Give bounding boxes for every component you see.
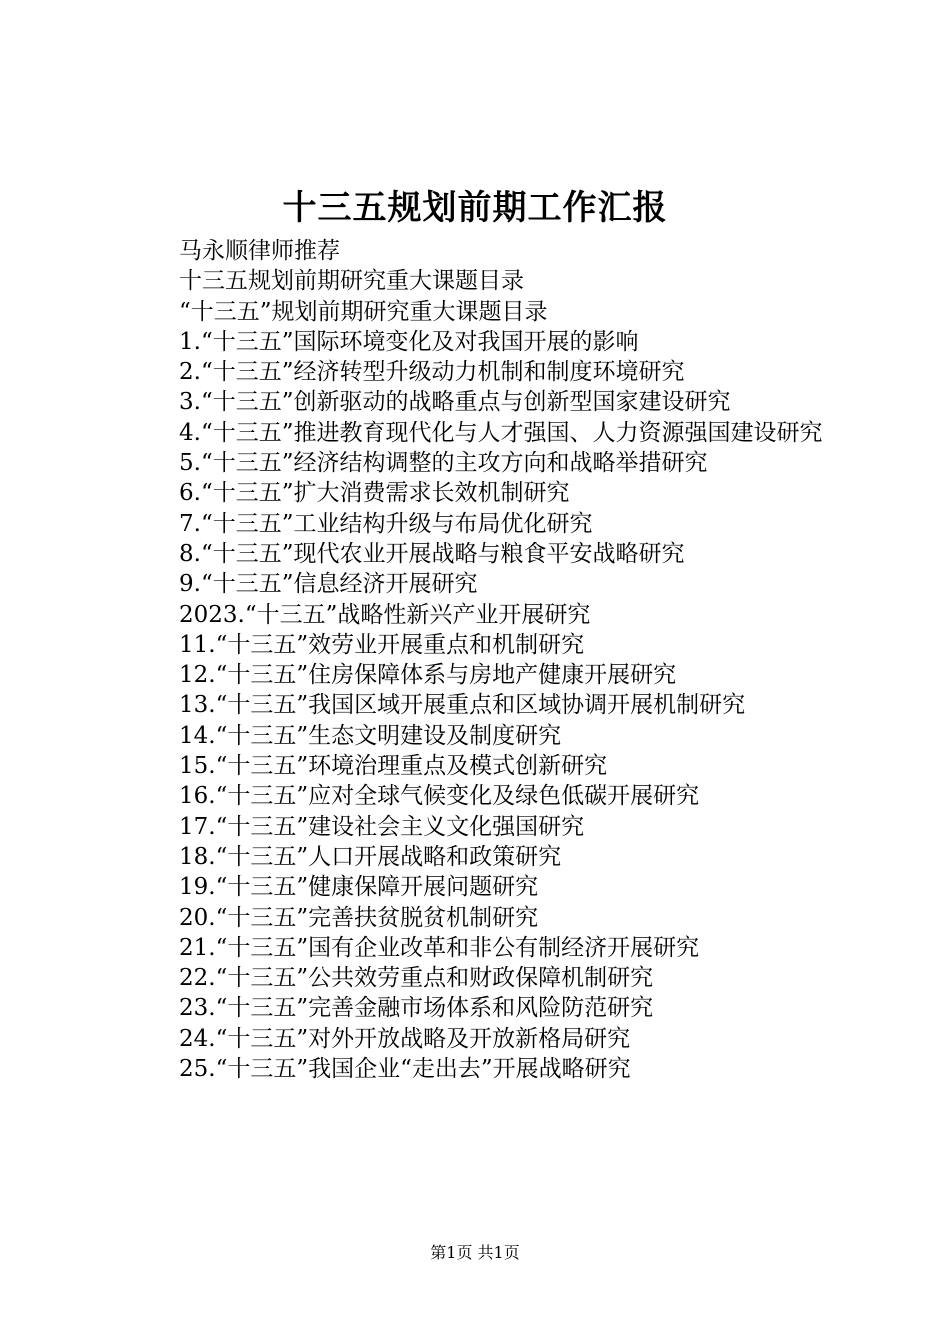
- list-item: 18.“十三五”人口开展战略和政策研究: [179, 843, 562, 870]
- list-item: 1.“十三五”国际环境变化及对我国开展的影响: [179, 328, 639, 355]
- list-item: 15.“十三五”环境治理重点及模式创新研究: [179, 753, 608, 780]
- list-item: 22.“十三五”公共效劳重点和财政保障机制研究: [179, 965, 654, 992]
- list-item: 25.“十三五”我国企业“走出去”开展战略研究: [179, 1056, 631, 1083]
- document-title: 十三五规划前期工作汇报: [282, 188, 668, 228]
- paragraph-author: 马永顺律师推荐: [179, 238, 340, 264]
- list-item: 14.“十三五”生态文明建设及制度研究: [179, 722, 562, 749]
- paragraph-subheading: “十三五”规划前期研究重大课题目录: [179, 298, 548, 325]
- list-item: 24.“十三五”对外开放战略及开放新格局研究: [179, 1025, 631, 1052]
- paragraph-heading: 十三五规划前期研究重大课题目录: [179, 268, 524, 295]
- list-item: 8.“十三五”现代农业开展战略与粮食平安战略研究: [179, 540, 685, 567]
- document-body: [129, 236, 839, 1084]
- page-footer: 第1页 共1页: [430, 1243, 520, 1262]
- list-item: 2023.“十三五”战略性新兴产业开展研究: [179, 601, 591, 628]
- list-item: 4.“十三五”推进教育现代化与人才强国、人力资源强国建设研究: [179, 419, 823, 446]
- list-item: 5.“十三五”经济结构调整的主攻方向和战略举措研究: [179, 450, 708, 477]
- list-item: 21.“十三五”国有企业改革和非公有制经济开展研究: [179, 934, 700, 961]
- list-item: 23.“十三五”完善金融市场体系和风险防范研究: [179, 995, 654, 1022]
- list-item: 16.“十三五”应对全球气候变化及绿色低碳开展研究: [179, 783, 700, 810]
- list-item: 6.“十三五”扩大消费需求长效机制研究: [179, 480, 570, 507]
- list-item: 19.“十三五”健康保障开展问题研究: [179, 874, 539, 901]
- list-item: 17.“十三五”建设社会主义文化强国研究: [179, 813, 585, 840]
- list-item: 11.“十三五”效劳业开展重点和机制研究: [179, 631, 585, 658]
- list-item: 3.“十三五”创新驱动的战略重点与创新型国家建设研究: [179, 389, 731, 416]
- list-item: 2.“十三五”经济转型升级动力机制和制度环境研究: [179, 359, 685, 386]
- list-item: 20.“十三五”完善扶贫脱贫机制研究: [179, 904, 539, 931]
- list-item: 12.“十三五”住房保障体系与房地产健康开展研究: [179, 662, 677, 689]
- list-item: 7.“十三五”工业结构升级与布局优化研究: [179, 510, 593, 537]
- list-item: 9.“十三五”信息经济开展研究: [179, 571, 478, 598]
- list-item: 13.“十三五”我国区域开展重点和区域协调开展机制研究: [179, 692, 746, 719]
